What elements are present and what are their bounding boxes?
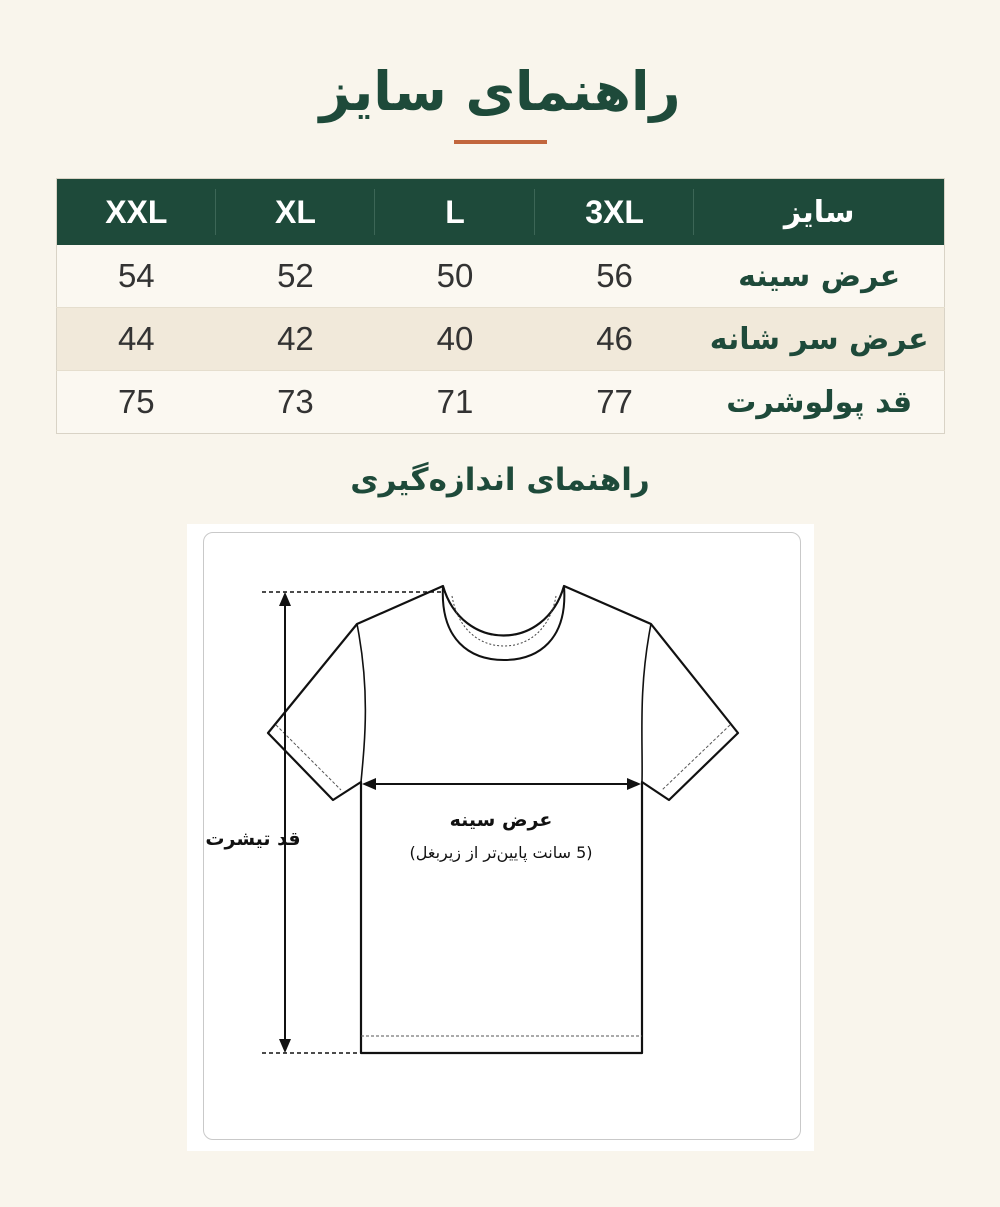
header-size: سایز bbox=[694, 179, 944, 246]
cell-length-l: 71 bbox=[375, 371, 535, 434]
cell-shoulder-xxl: 44 bbox=[57, 308, 216, 371]
cell-length-xl: 73 bbox=[216, 371, 376, 434]
chest-note: (5 سانت پایین‌تر از زیربغل) bbox=[409, 843, 593, 862]
cell-shoulder-xl: 42 bbox=[216, 308, 376, 371]
length-arrow-head-top bbox=[279, 592, 291, 606]
measurement-guide-title: راهنمای اندازه‌گیری bbox=[350, 462, 650, 498]
cell-shoulder-l: 40 bbox=[375, 308, 535, 371]
cell-shoulder-3xl: 46 bbox=[535, 308, 695, 371]
length-arrow-head-bottom bbox=[279, 1039, 291, 1053]
row-label-chest: عرض سینه bbox=[694, 245, 944, 308]
length-label: قد تیشرت bbox=[205, 828, 301, 850]
cell-chest-3xl: 56 bbox=[535, 245, 695, 308]
header-xxl: XXL bbox=[57, 179, 216, 246]
page-title: راهنمای سایز bbox=[319, 60, 681, 123]
cell-chest-xl: 52 bbox=[216, 245, 376, 308]
cell-length-3xl: 77 bbox=[535, 371, 695, 434]
chest-label: عرض سینه bbox=[449, 809, 553, 831]
cell-chest-l: 50 bbox=[375, 245, 535, 308]
header-l: L bbox=[375, 179, 535, 246]
cell-length-xxl: 75 bbox=[57, 371, 216, 434]
header-3xl: 3XL bbox=[535, 179, 695, 246]
cell-chest-xxl: 54 bbox=[57, 245, 216, 308]
row-label-shoulder: عرض سر شانه bbox=[694, 308, 944, 371]
header-xl: XL bbox=[216, 179, 376, 246]
row-label-length: قد پولوشرت bbox=[694, 371, 944, 434]
